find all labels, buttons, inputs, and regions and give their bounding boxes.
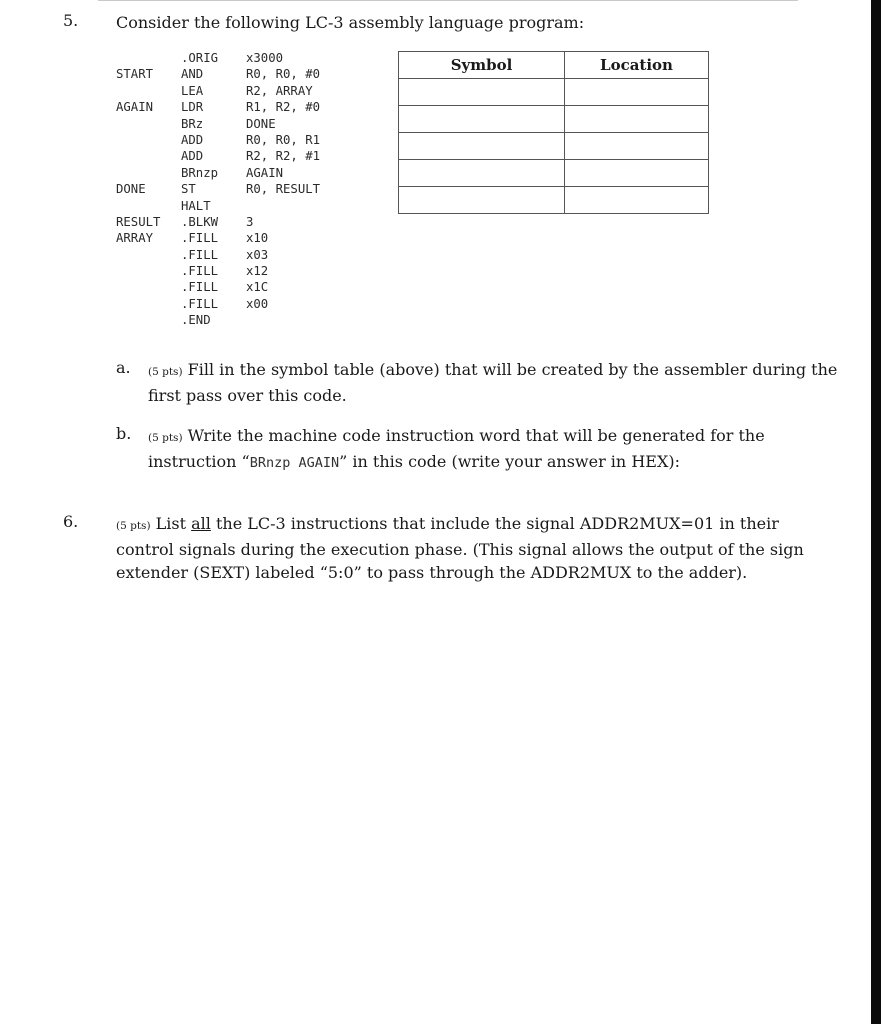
code-line: [116, 214, 320, 230]
q6-points: (5 pts): [116, 520, 151, 532]
code-opcode: .FILL: [181, 231, 219, 246]
symbol-table-row: [399, 187, 709, 214]
part-b-line2-before: instruction “: [148, 452, 250, 471]
code-label: [116, 296, 181, 312]
code-label: ARRAY: [116, 231, 154, 246]
part-a-line1: Fill in the symbol table (above) that will be created by the assembler during the: [182, 360, 838, 379]
code-line: [116, 198, 320, 214]
part-b-letter: b.: [116, 424, 132, 443]
code-line: [116, 83, 320, 99]
code-opcode: BRz: [181, 116, 204, 131]
code-operands: R1, R2, #0: [246, 100, 321, 115]
assembly-code-listing: [116, 50, 320, 329]
q5-stem: Consider the following LC-3 assembly language program:: [116, 13, 585, 32]
code-operands: R0, RESULT: [246, 182, 321, 197]
q6-line1-after: the LC-3 instructions that include the signal ADDR2MUX=01 in their: [210, 514, 779, 533]
code-label: [116, 165, 181, 181]
part-b-line2-after: ” in this code (write your answer in HEX):: [339, 452, 680, 471]
symbol-table-row: [399, 133, 709, 160]
location-cell[interactable]: [565, 106, 709, 133]
code-label: [116, 198, 181, 214]
code-operands: DONE: [246, 116, 276, 131]
code-label: [116, 247, 181, 263]
code-label: [116, 263, 181, 279]
code-label: [116, 279, 181, 295]
location-cell[interactable]: [565, 79, 709, 106]
q5-number: 5.: [63, 11, 79, 30]
code-line: [116, 279, 320, 295]
part-a-text: [148, 358, 837, 407]
symbol-table: [398, 51, 709, 214]
code-label: [116, 83, 181, 99]
code-line: [116, 312, 320, 328]
q6-line2: control signals during the execution phase. (This signal allows the output of the sign: [116, 540, 804, 559]
code-line: [116, 116, 320, 132]
code-opcode: .ORIG: [181, 51, 219, 65]
q6-line3: extender (SEXT) labeled “5:0” to pass through the ADDR2MUX to the adder).: [116, 563, 748, 582]
code-opcode: .END: [181, 313, 211, 328]
part-b-text: [148, 424, 765, 475]
code-operands: 3: [246, 214, 254, 229]
code-label: START: [116, 67, 154, 82]
symbol-cell[interactable]: [399, 160, 565, 187]
code-opcode: .FILL: [181, 264, 219, 279]
code-operands: AGAIN: [246, 165, 284, 180]
location-cell[interactable]: [565, 133, 709, 160]
code-opcode: HALT: [181, 198, 211, 213]
code-opcode: AND: [181, 67, 204, 82]
code-operands: R0, R0, R1: [246, 132, 321, 147]
symbol-cell[interactable]: [399, 133, 565, 160]
code-label: [116, 312, 181, 328]
code-label: [116, 148, 181, 164]
code-line: [116, 132, 320, 148]
part-b-code: BRnzp AGAIN: [249, 455, 340, 471]
code-operands: x1C: [246, 280, 269, 295]
q6-underlined-all: all: [191, 514, 211, 533]
location-column-header: Location: [565, 52, 709, 79]
code-opcode: ADD: [181, 149, 204, 164]
symbol-table-row: [399, 160, 709, 187]
code-opcode: .FILL: [181, 296, 219, 311]
part-a-points: (5 pts): [148, 366, 183, 378]
code-opcode: .FILL: [181, 280, 219, 295]
page-edge-border: [871, 0, 881, 1024]
code-label: [116, 50, 181, 66]
symbol-cell[interactable]: [399, 79, 565, 106]
code-label: [116, 116, 181, 132]
code-line: [116, 66, 320, 82]
code-operands: R0, R0, #0: [246, 67, 321, 82]
symbol-cell[interactable]: [399, 106, 565, 133]
symbol-column-header: Symbol: [399, 52, 565, 79]
top-rule: [98, 0, 798, 1]
symbol-cell[interactable]: [399, 187, 565, 214]
code-opcode: .BLKW: [181, 214, 219, 229]
code-line: [116, 263, 320, 279]
code-line: [116, 50, 320, 66]
code-operands: x12: [246, 264, 269, 279]
code-label: AGAIN: [116, 100, 154, 115]
code-opcode: LEA: [181, 83, 204, 98]
code-operands: x03: [246, 247, 269, 262]
code-line: [116, 165, 320, 181]
location-cell[interactable]: [565, 160, 709, 187]
code-label: [116, 132, 181, 148]
part-a-letter: a.: [116, 358, 131, 377]
part-a-line2: first pass over this code.: [148, 386, 347, 405]
code-line: [116, 148, 320, 164]
q6-line1-before: List: [150, 514, 192, 533]
symbol-table-row: [399, 106, 709, 133]
code-opcode: LDR: [181, 100, 204, 115]
code-opcode: BRnzp: [181, 165, 219, 180]
symbol-table-row: [399, 79, 709, 106]
code-operands: R2, R2, #1: [246, 149, 321, 164]
code-label: RESULT: [116, 214, 161, 229]
location-cell[interactable]: [565, 187, 709, 214]
code-operands: x00: [246, 296, 269, 311]
code-operands: x3000: [246, 51, 284, 65]
code-opcode: .FILL: [181, 247, 219, 262]
code-operands: x10: [246, 231, 269, 246]
symbol-table-header-row: [399, 52, 709, 79]
code-operands: R2, ARRAY: [246, 83, 313, 98]
code-label: DONE: [116, 182, 146, 197]
part-b-points: (5 pts): [148, 432, 183, 444]
q6-text: [116, 512, 804, 584]
code-line: [116, 247, 320, 263]
code-opcode: ADD: [181, 132, 204, 147]
q6-number: 6.: [63, 512, 79, 531]
code-line: [116, 296, 320, 312]
part-b-line1: Write the machine code instruction word that will be generated for the: [182, 426, 765, 445]
code-line: [116, 230, 320, 246]
code-line: [116, 181, 320, 197]
code-line: [116, 99, 320, 115]
code-opcode: ST: [181, 182, 196, 197]
